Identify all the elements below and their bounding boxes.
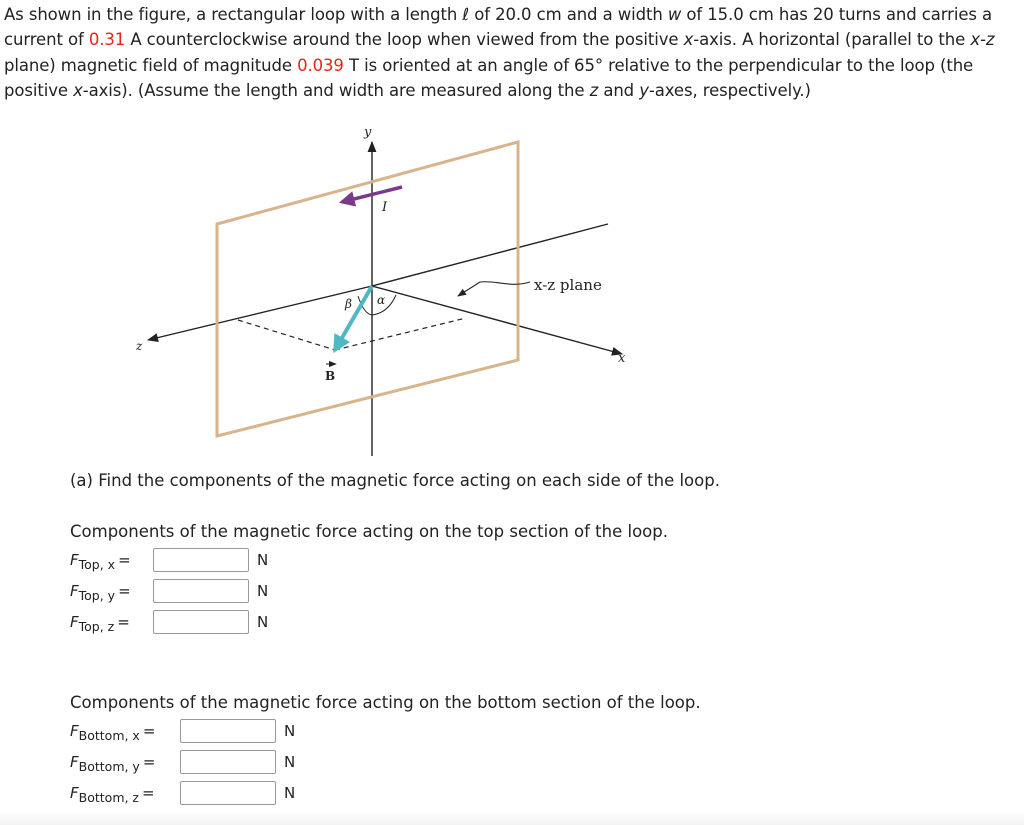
problem-text: As shown in the figure, a rectangular loop with a length [4,5,463,24]
problem-text: plane) magnetic field of magnitude [4,55,298,75]
axis-symbol: z [589,80,599,100]
problem-text: -axis. A horizontal (parallel to the [693,30,971,50]
unit-label: N [257,582,269,600]
f-top-x-label: $F_{Top, x}$ = [70,551,131,572]
plane-label: x-z plane [534,276,602,294]
problem-statement [4,2,1020,103]
problem-text: of 20.0 cm and a width [469,5,668,24]
current-value: 0.31 [88,30,126,50]
bottom-section-title: Components of the magnetic force acting on the bottom section of the loop. [70,693,701,712]
loop-figure [130,118,640,458]
f-bottom-y-label: $F_{Bottom, y}$ = [70,753,156,774]
unit-label: N [284,753,296,771]
x-axis-label: x [618,351,626,366]
f-top-z-input[interactable] [153,610,249,634]
page-bottom-fade [0,811,1024,825]
f-bottom-y-input[interactable] [180,750,276,774]
f-top-y-label: $F_{Top, y}$ = [70,582,131,603]
width-symbol: w [667,5,682,24]
problem-text: -axis). (Assume the length and width are measured along the [82,80,590,100]
f-bottom-x-label: $F_{Bottom, x}$ = [70,722,156,743]
f-bottom-z-label: $F_{Bottom, z}$ = [70,784,155,805]
problem-text: -axes, respectively.) [648,80,811,100]
z-axis [148,286,372,340]
plane-symbol: x-z [970,30,995,50]
beta-label: β [345,297,352,311]
part-a-question: (a) Find the components of the magnetic force acting on each side of the loop. [70,471,720,490]
unit-label: N [284,722,296,740]
projection-dash [238,320,335,350]
top-section-title: Components of the magnetic force acting on the top section of the loop. [70,522,668,541]
f-bottom-x-input[interactable] [180,719,276,743]
f-top-y-input[interactable] [153,579,249,603]
axis-symbol: x [73,80,83,100]
field-value: 0.039 [297,55,344,75]
f-top-z-label: $F_{Top, z}$ = [70,613,130,634]
b-field-label: B [325,369,336,383]
x-axis [372,286,622,354]
current-label: I [382,200,388,215]
y-axis-label: y [364,125,372,140]
magnetic-field-vector [335,286,372,350]
current-loop [217,142,518,436]
axis-symbol: y [639,80,649,100]
problem-text: A counterclockwise around the loop when viewed from the positive [125,30,684,50]
axis-symbol: x [683,30,694,50]
problem-text: of 15.0 cm has 20 turns and carries a current of [4,5,993,50]
unit-label: N [257,551,269,569]
f-bottom-z-input[interactable] [180,781,276,805]
projection-dash [335,318,466,350]
problem-text: and [598,80,640,100]
alpha-label: α [377,293,386,307]
unit-label: N [284,784,296,802]
problem-text: T is oriented at an angle of 65° relative to the perpendicular to the loop (the positive [4,55,974,100]
f-top-x-input[interactable] [153,548,249,572]
z-axis-label: z [136,339,143,353]
unit-label: N [257,613,269,631]
length-symbol: ℓ [462,5,470,24]
